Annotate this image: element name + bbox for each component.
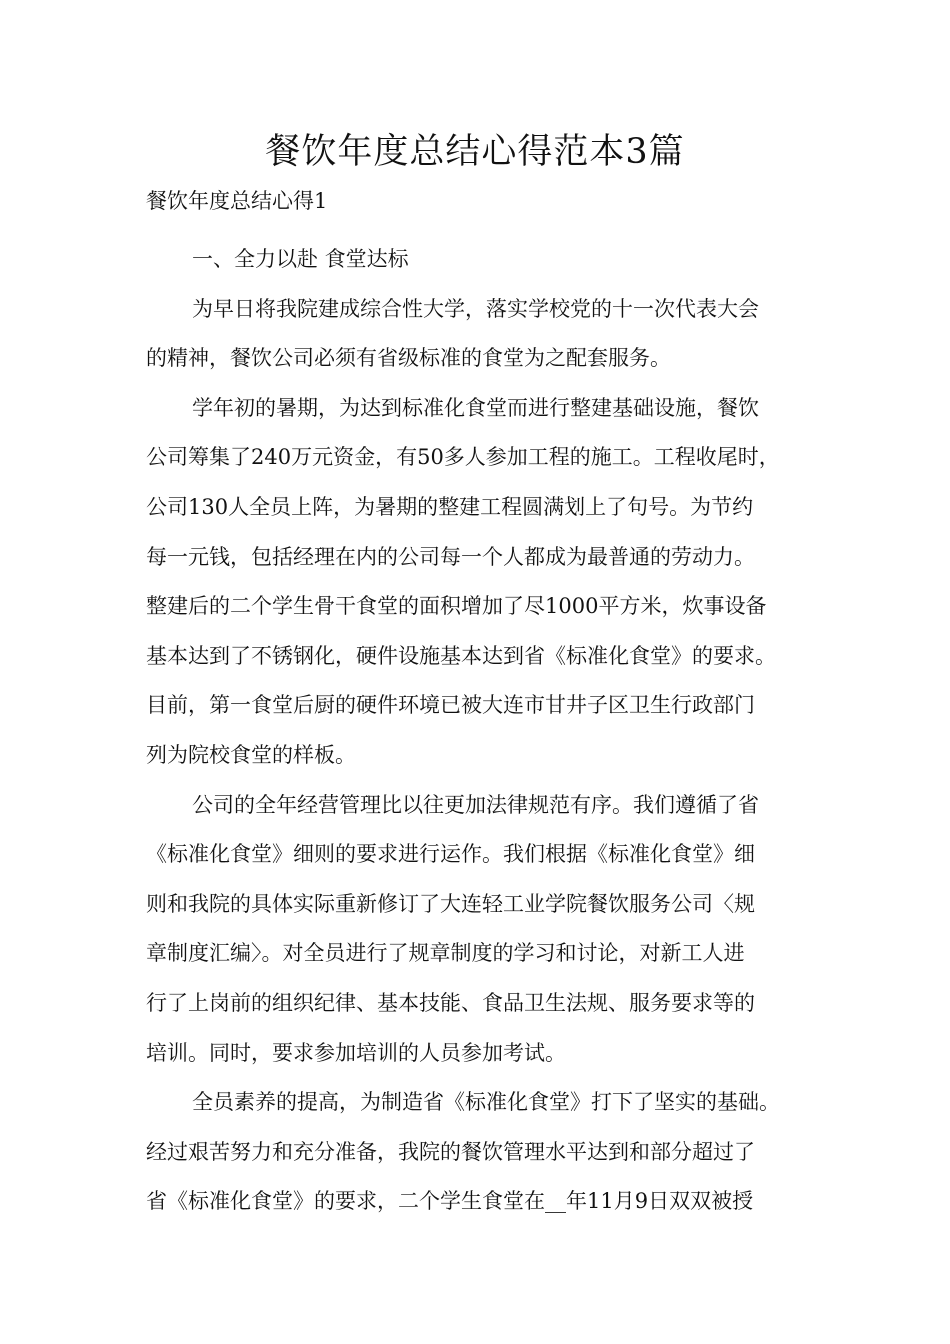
text-line: 《标准化食堂》细则的要求进行运作。我们根据《标准化食堂》细 <box>146 842 755 867</box>
text-line: 学年初的暑期，为达到标准化食堂而进行整建基础设施，餐饮 <box>192 395 759 420</box>
section-heading <box>146 235 846 285</box>
paragraph <box>146 1078 846 1227</box>
paragraph <box>146 285 846 384</box>
paragraph <box>146 781 846 1079</box>
text-line: 整建后的二个学生骨干食堂的面积增加了尽1000平方米，炊事设备 <box>146 594 767 619</box>
document-body <box>146 235 846 1227</box>
text-line: 行了上岗前的组织纪律、基本技能、食品卫生法规、服务要求等的 <box>146 990 755 1015</box>
text-line: 经过艰苦努力和充分准备，我院的餐饮管理水平达到和部分超过了 <box>146 1139 755 1164</box>
text-line: 每一元钱，包括经理在内的公司每一个人都成为最普通的劳动力。 <box>146 544 755 569</box>
text-line: 一、全力以赴 食堂达标 <box>192 247 409 271</box>
text-line: 章制度汇编〉。对全员进行了规章制度的学习和讨论，对新工人进 <box>146 941 745 966</box>
text-line: 培训。同时，要求参加培训的人员参加考试。 <box>146 1040 566 1065</box>
text-line: 则和我院的具体实际重新修订了大连轻工业学院餐饮服务公司〈规 <box>146 891 755 916</box>
text-line: 的精神，餐饮公司必须有省级标准的食堂为之配套服务。 <box>146 346 671 371</box>
document-subtitle: 餐饮年度总结心得1 <box>146 189 328 213</box>
text-line: 公司筹集了240万元资金，有50多人参加工程的施工。工程收尾时， <box>146 445 780 470</box>
text-line: 全员素养的提高，为制造省《标准化食堂》打下了坚实的基础。 <box>192 1090 780 1115</box>
document-title: 餐饮年度总结心得范本3篇 <box>265 132 685 172</box>
text-line: 公司的全年经营管理比以往更加法律规范有序。我们遵循了省 <box>192 792 759 817</box>
text-line: 省《标准化食堂》的要求，二个学生食堂在__年11月9日双双被授 <box>146 1189 754 1214</box>
text-line: 为早日将我院建成综合性大学，落实学校党的十一次代表大会 <box>192 296 759 321</box>
text-line: 目前，第一食堂后厨的硬件环境已被大连市甘井子区卫生行政部门 <box>146 693 755 718</box>
paragraph <box>146 384 846 781</box>
text-line: 列为院校食堂的样板。 <box>146 742 356 767</box>
text-line: 公司130人全员上阵，为暑期的整建工程圆满划上了句号。为节约 <box>146 494 754 519</box>
text-line: 基本达到了不锈钢化，硬件设施基本达到省《标准化食堂》的要求。 <box>146 643 776 668</box>
